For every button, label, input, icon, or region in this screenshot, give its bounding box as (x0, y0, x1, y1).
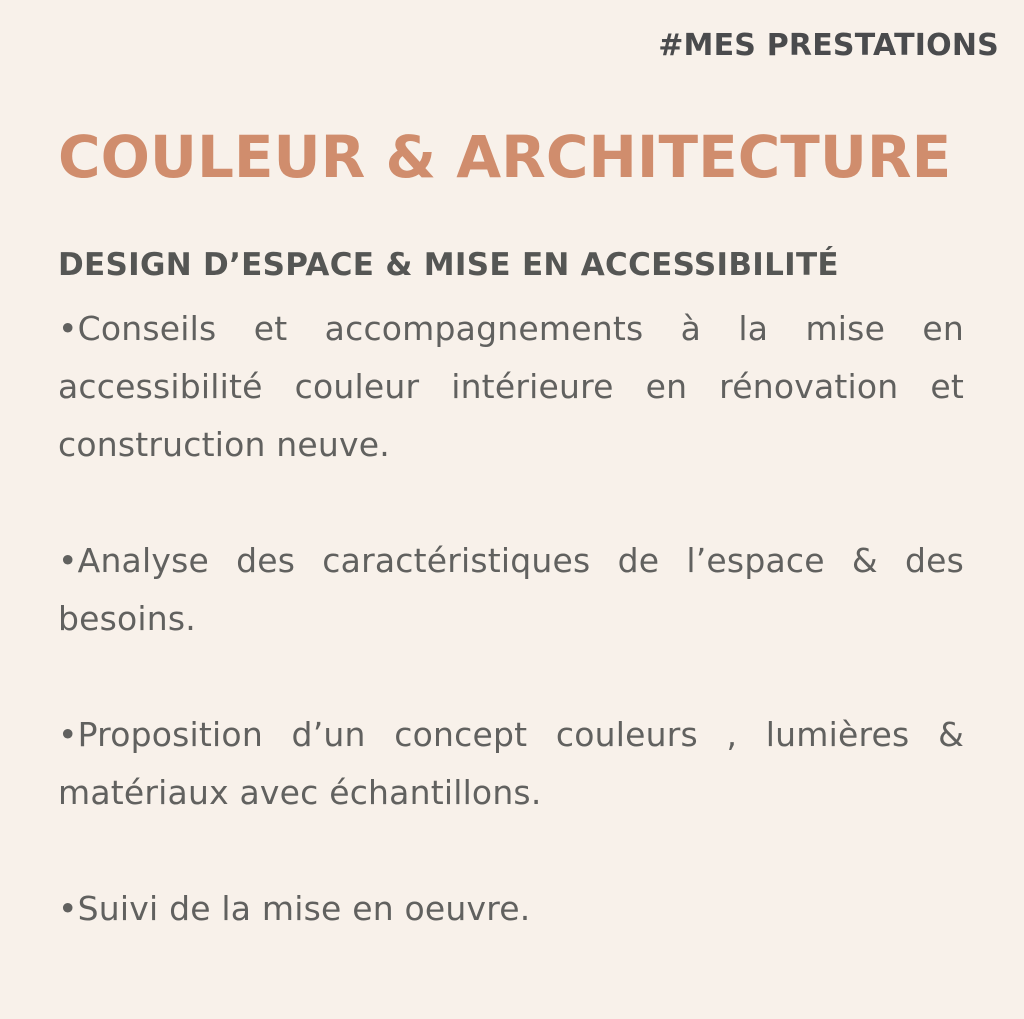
section-heading: DESIGN D’ESPACE & MISE EN ACCESSIBILITÉ (58, 247, 839, 283)
page-title: COULEUR & ARCHITECTURE (58, 123, 952, 191)
service-item-follow-up: •Suivi de la mise en oeuvre. (58, 888, 531, 928)
service-item-advice: •Conseils et accompagnements à la mise en accessibilité couleur intérieure en rénovation et construction neuve. (58, 308, 964, 464)
services-tag: #MES PRESTATIONS (658, 28, 999, 63)
service-item-analysis: •Analyse des caractéristiques de l’espace & des besoins. (58, 540, 964, 638)
service-item-proposal: •Proposition d’un concept couleurs , lumières & matériaux avec échantillons. (58, 714, 964, 812)
service-section (58, 248, 964, 938)
